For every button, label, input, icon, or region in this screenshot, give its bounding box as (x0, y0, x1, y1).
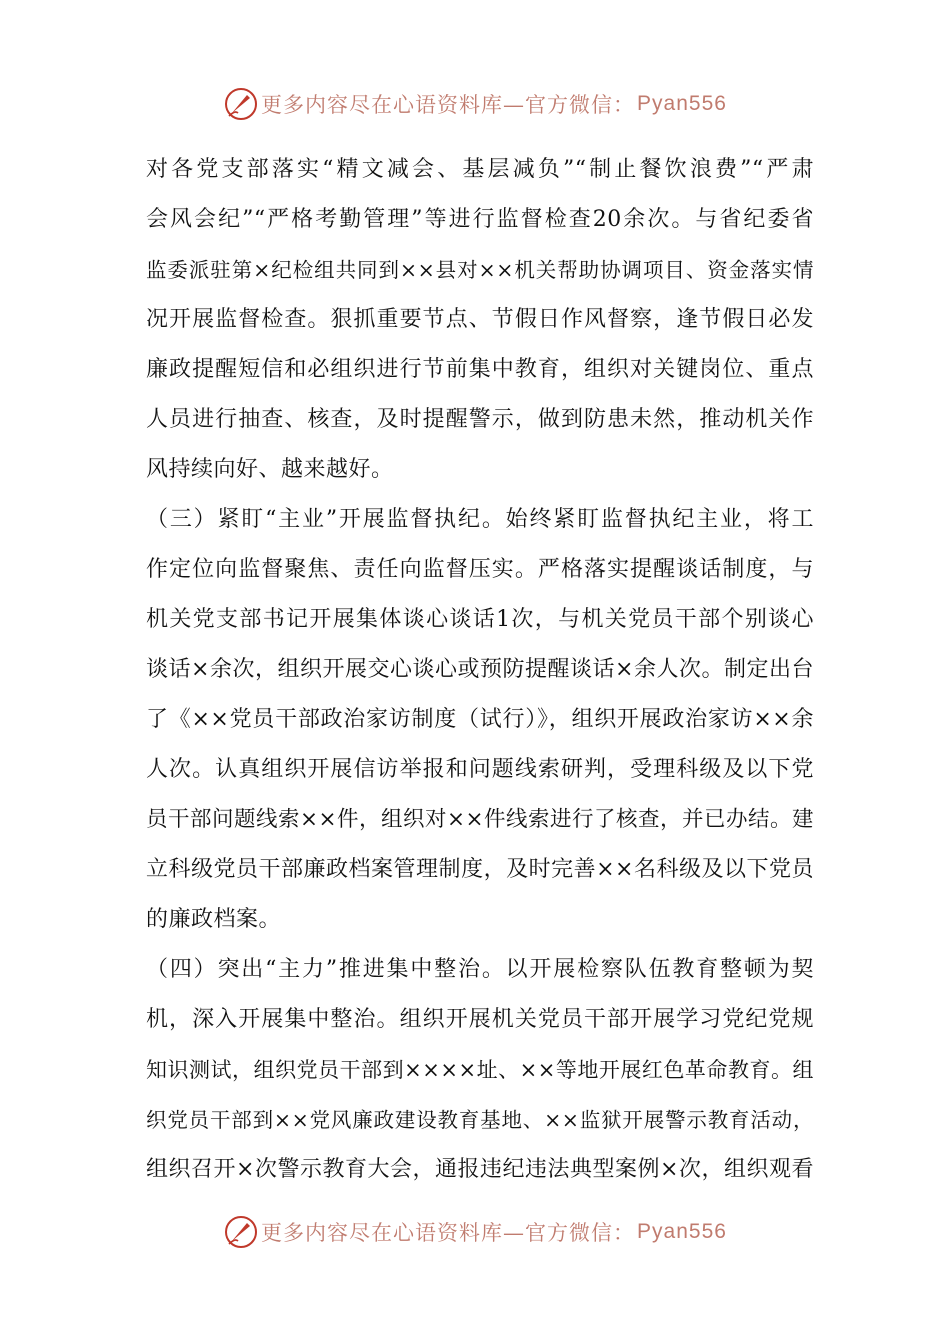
text-line: 况开展监督检查。狠抓重要节点、节假日作风督察，逢节假日必发 (146, 307, 814, 332)
quill-logo-icon (223, 1214, 259, 1250)
text-line: 会风会纪”“严格考勤管理”等进行监督检查20余次。与省纪委省 (146, 207, 814, 232)
text-line: 监委派驻第×纪检组共同到××县对××机关帮助协调项目、资金落实情 (146, 258, 814, 282)
watermark-header (0, 84, 950, 124)
text-line: 机，深入开展集中整治。组织开展机关党员干部开展学习党纪党规 (146, 1007, 814, 1032)
text-line: （三）紧盯“主业”开展监督执纪。始终紧盯监督执纪主业，将工 (146, 507, 814, 532)
text-line: 谈话×余次，组织开展交心谈心或预防提醒谈话×余人次。制定出台 (146, 657, 814, 682)
text-line: 知识测试，组织党员干部到××××址、××等地开展红色革命教育。组 (146, 1058, 814, 1082)
text-line: 立科级党员干部廉政档案管理制度，及时完善××名科级及以下党员 (146, 857, 814, 882)
quill-logo-icon (223, 86, 259, 122)
text-line: 组织召开×次警示教育大会，通报违纪违法典型案例×次，组织观看 (146, 1157, 814, 1182)
text-line: 人次。认真组织开展信访举报和问题线索研判，受理科级及以下党 (146, 757, 814, 782)
watermark-footer (0, 1212, 950, 1252)
text-line: 织党员干部到××党风廉政建设教育基地、××监狱开展警示教育活动， (146, 1108, 814, 1132)
text-line: 机关党支部书记开展集体谈心谈话1次，与机关党员干部个别谈心 (146, 607, 814, 632)
document-body (146, 145, 814, 1195)
text-line: 廉政提醒短信和必组织进行节前集中教育，组织对关键岗位、重点 (146, 357, 814, 382)
text-line: 作定位向监督聚焦、责任向监督压实。严格落实提醒谈话制度，与 (146, 557, 814, 582)
text-line: 对各党支部落实“精文减会、基层减负”“制止餐饮浪费”“严肃 (146, 157, 814, 182)
text-line: 人员进行抽查、核查，及时提醒警示，做到防患未然，推动机关作 (146, 407, 814, 432)
watermark-text: 更多内容尽在心语资料库—官方微信： (261, 1221, 636, 1245)
text-line: 了《××党员干部政治家访制度（试行）》，组织开展政治家访××余 (146, 707, 814, 732)
text-line: （四）突出“主力”推进集中整治。以开展检察队伍教育整顿为契 (146, 957, 814, 982)
watermark-text: 更多内容尽在心语资料库—官方微信： (261, 93, 636, 117)
watermark-wechat-id: Pyan556 (637, 92, 727, 115)
text-line: 员干部问题线索××件，组织对××件线索进行了核查，并已办结。建 (146, 807, 815, 832)
text-line: 的廉政档案。 (146, 907, 282, 932)
watermark-wechat-id: Pyan556 (637, 1220, 727, 1243)
text-line: 风持续向好、越来越好。 (146, 457, 394, 482)
